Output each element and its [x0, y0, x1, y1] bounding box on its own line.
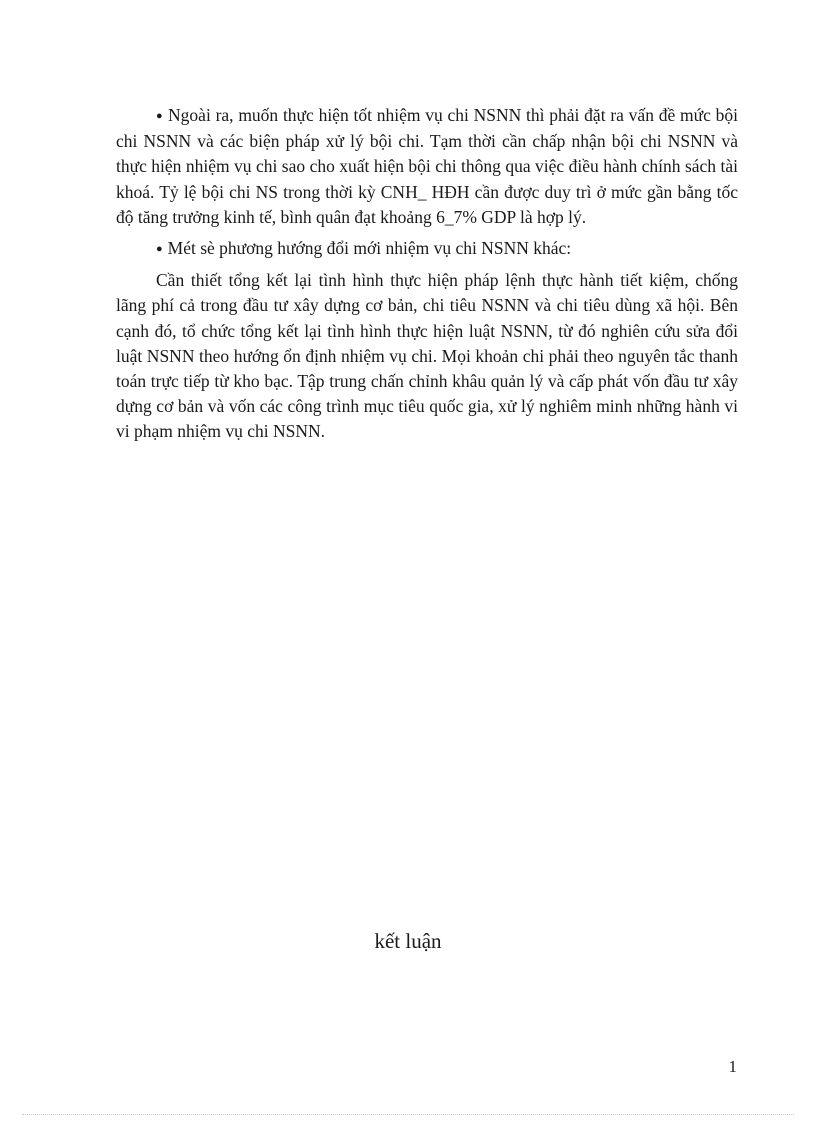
paragraph-text: Ngoài ra, muốn thực hiện tốt nhiệm vụ chi NSNN thì phải đặt ra vấn đề mức bội chi NSNN và các biện pháp xử lý bội chi. Tạm thời cần chấp nhận bội chi NSNN và thực hiện nhiệm vụ chi sao cho xuất hiện bội chi thông qua việc điều hành chính sách tài khoá. Tỷ lệ bội chi NS trong thời kỳ CNH_ HĐH cần được duy trì ở mức gần bằng tốc độ tăng trưởng kinh tế, bình quân đạt khoảng 6_7% GDP là hợp lý. [116, 105, 738, 227]
body-text [116, 103, 738, 445]
page-bottom-divider [22, 1114, 794, 1115]
paragraph-text: Cần thiết tổng kết lại tình hình thực hiện pháp lệnh thực hành tiết kiệm, chống lãng phí cả trong đầu tư xây dựng cơ bản, chi tiêu NSNN và chi tiêu dùng xã hội. Bên cạnh đó, tổ chức tổng kết lại tình hình thực hiện luật NSNN, từ đó nghiên cứu sửa đổi luật NSNN theo hướng ổn định nhiệm vụ chi. Mọi khoản chi phải theo nguyên tắc thanh toán trực tiếp từ kho bạc. Tập trung chấn chỉnh khâu quản lý và cấp phát vốn đầu tư xây dựng cơ bản và vốn các công trình mục tiêu quốc gia, xử lý nghiêm minh những hành vi vi phạm nhiệm vụ chi NSNN. [116, 270, 738, 442]
page-number: 1 [728, 1057, 737, 1076]
paragraph-deficit [116, 103, 738, 230]
paragraph-summary [116, 268, 738, 444]
paragraph-text: Mét sè phương hướng đổi mới nhiệm vụ chi NSNN khác: [167, 238, 572, 259]
bullet-icon: ● [156, 243, 163, 256]
paragraph-directions [116, 236, 738, 262]
bullet-icon: ● [156, 110, 164, 122]
conclusion-heading: kết luận [374, 929, 442, 953]
